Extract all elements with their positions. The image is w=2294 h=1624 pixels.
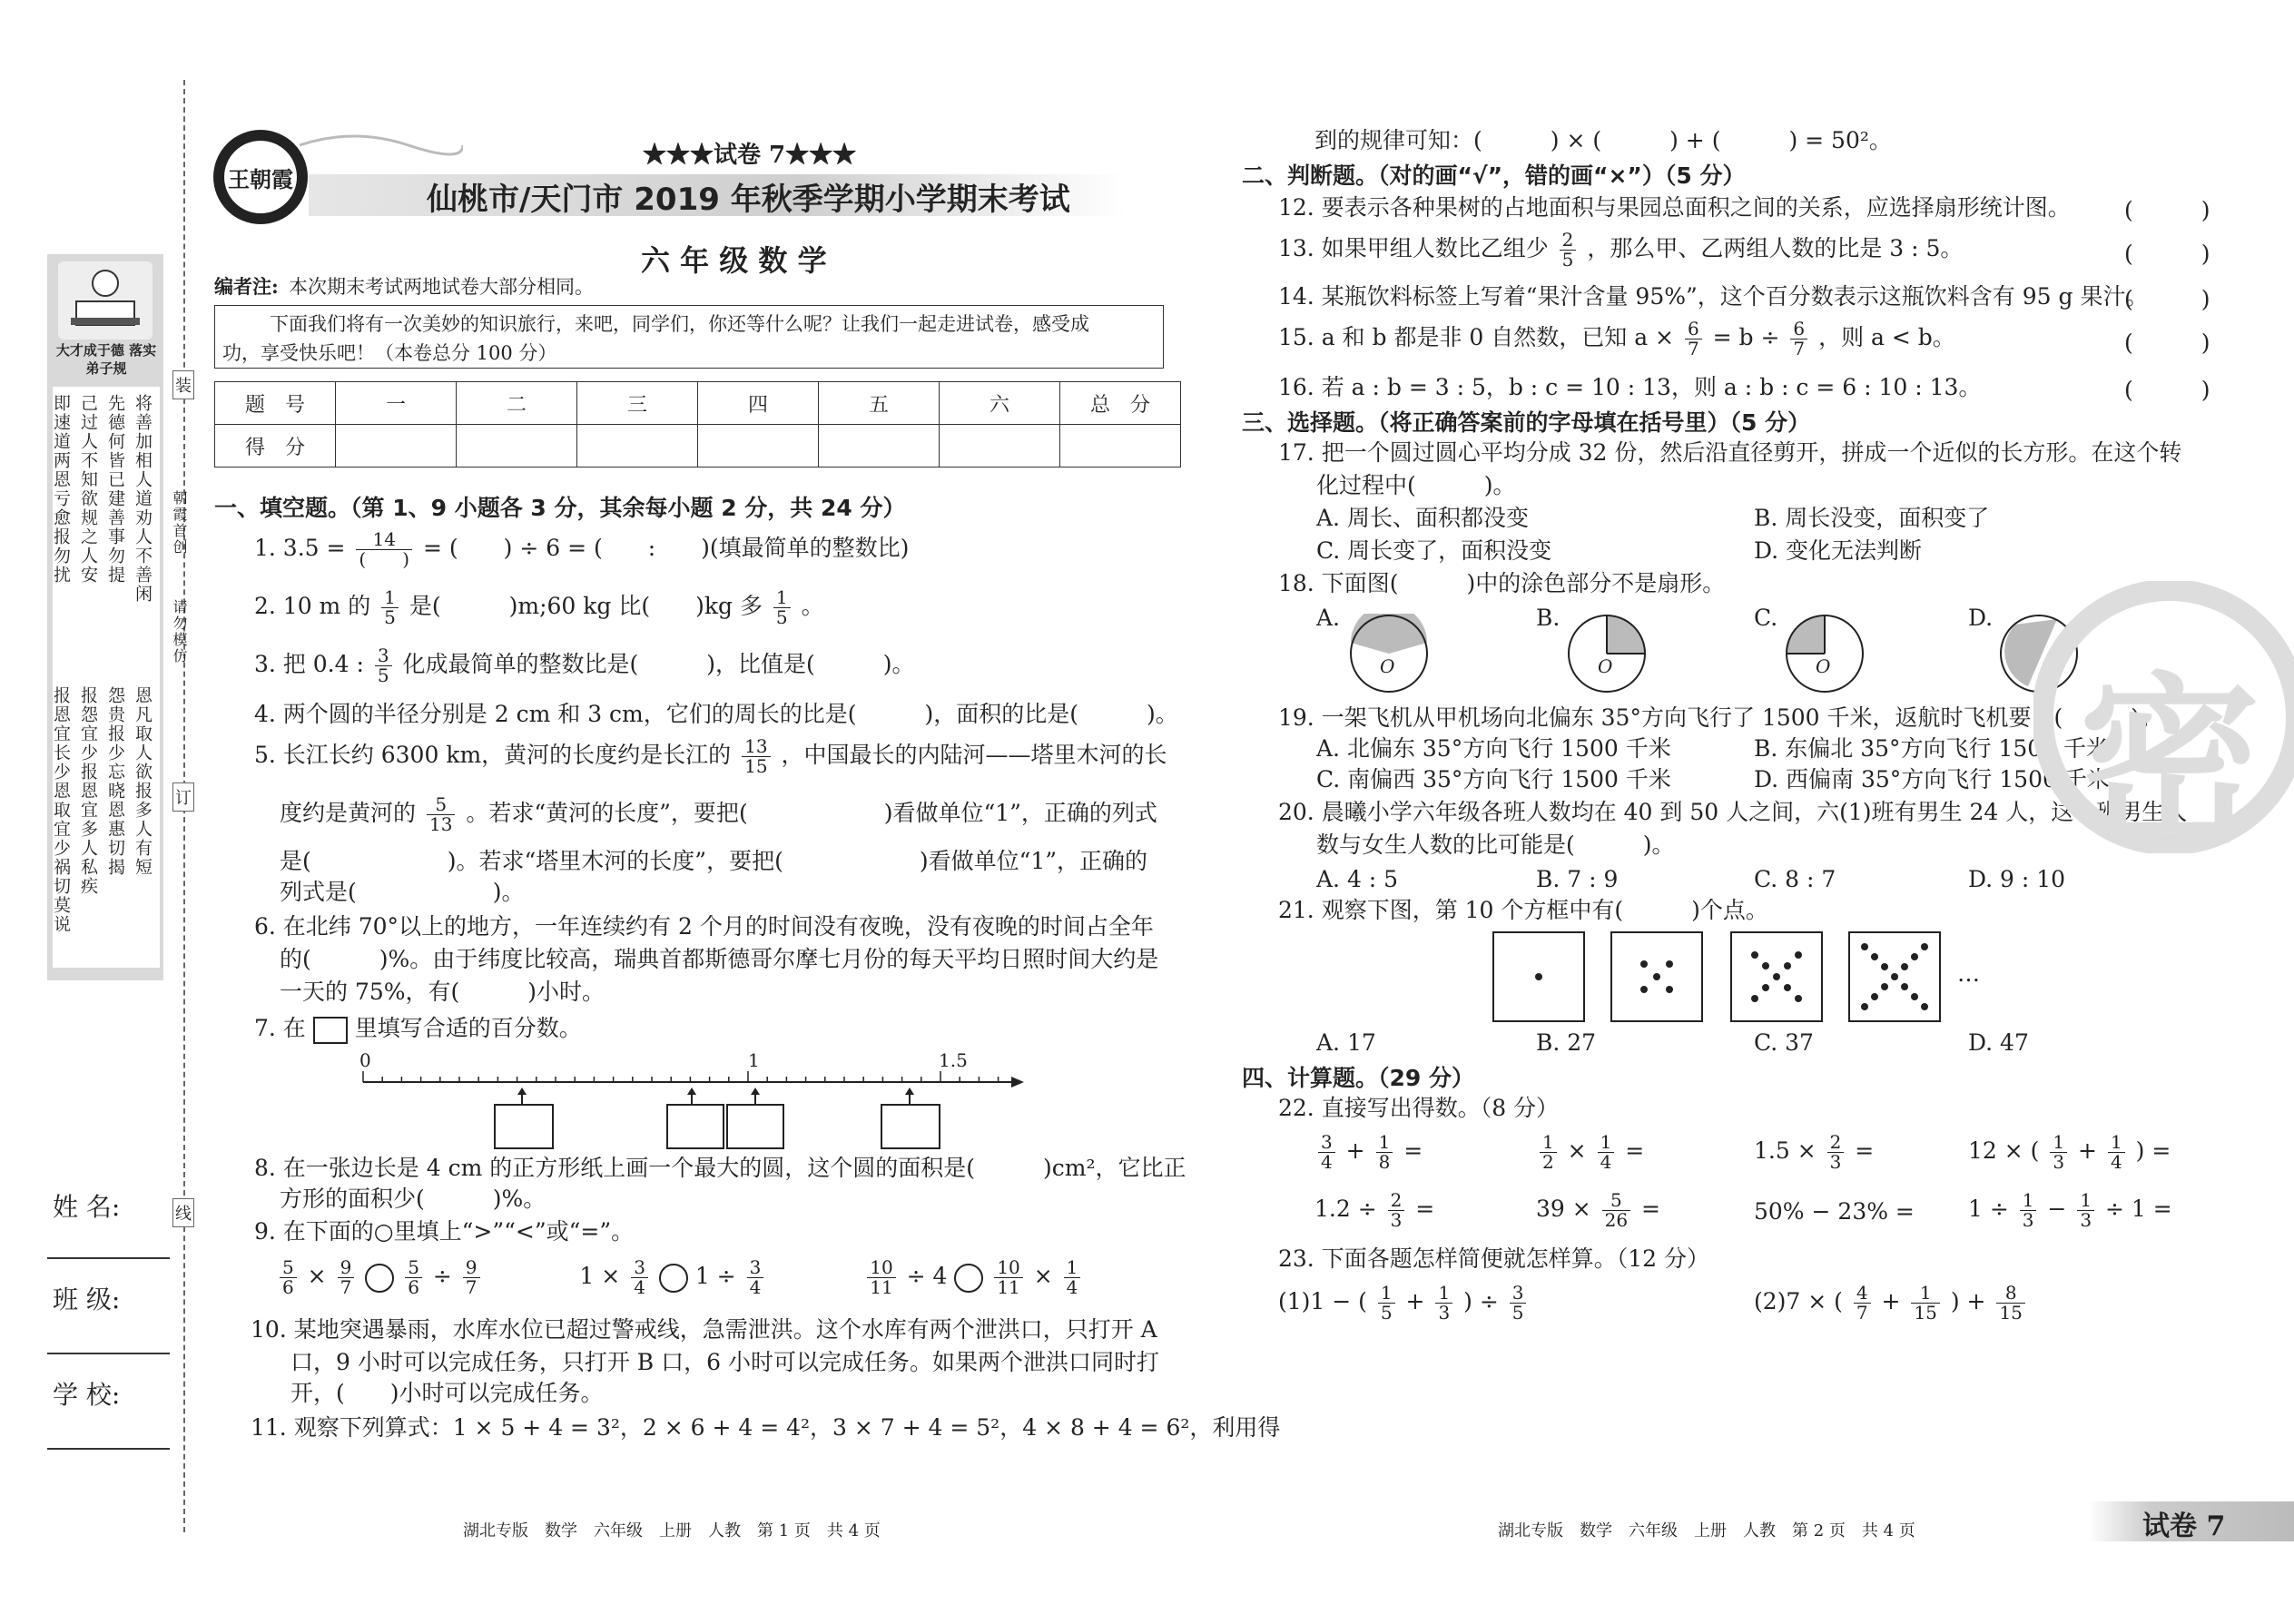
q19-option-a[interactable]: A. 北偏东 35°方向飞行 1500 千米 (1316, 735, 1671, 762)
numerator: 2 (1560, 231, 1577, 251)
footer-left: 湖北专版 数学 六年级 上册 人教 第 1 页 共 4 页 (463, 1521, 881, 1540)
q5-prefix: 5. 长江长约 6300 km，黄河的长度约是长江的 (254, 742, 732, 768)
denominator: 4 (1600, 1151, 1612, 1173)
q18-option-d-label[interactable]: D. (1968, 605, 1994, 631)
fraction-6-7 (1790, 320, 1807, 359)
q2-middle: 是( )m;60 kg 比( )kg 多 (409, 593, 763, 619)
denominator: 6 (282, 1276, 294, 1298)
denominator: 4 (1066, 1276, 1078, 1298)
name-field[interactable] (47, 1257, 170, 1259)
q2-prefix: 2. 10 m 的 (254, 593, 371, 619)
fraction-6-7 (1685, 320, 1702, 359)
sector-figure-c (1779, 614, 1870, 695)
fraction-13-15 (742, 737, 770, 776)
denominator: 15 (1914, 1302, 1937, 1324)
motto-col-6: 怨贵报少忘晓恩惠切揭 (105, 686, 125, 877)
q22-item-3: 1.5 × $\frac{2}{3}$ = (1754, 1131, 1875, 1173)
numerator: 1 (2077, 1191, 2094, 1211)
motto-columns (53, 387, 160, 968)
score-header-cell: 二 (457, 382, 577, 425)
q19-option-c[interactable]: C. 南偏西 35°方向飞行 1500 千米 (1316, 766, 1671, 792)
numerator: 13 (742, 737, 770, 757)
score-input-cell[interactable] (1060, 425, 1181, 468)
subject-title: 六 年 级 数 学 (641, 243, 827, 278)
question-20-line-1: 20. 晨曦小学六年级各班人数均在 40 到 50 人之间，六(1)班有男生 24 人，这个班男生人 (1278, 799, 2188, 825)
numerator: 5 (427, 795, 455, 815)
numerator: 5 (1602, 1191, 1630, 1211)
fraction (1435, 1284, 1452, 1323)
center-o-label: O (1380, 655, 1395, 677)
q17-option-a[interactable]: A. 周长、面积都没变 (1316, 505, 1529, 531)
answer-paren[interactable]: ( ) (2124, 330, 2210, 356)
numerator: 1 (2050, 1133, 2067, 1153)
numerator: 14 (356, 530, 412, 550)
compare-circle-icon[interactable] (954, 1264, 983, 1293)
score-header-cell: 六 (940, 382, 1060, 425)
fraction (2020, 1191, 2037, 1230)
numerator: 1 (1376, 1133, 1393, 1153)
question-3 (254, 646, 915, 685)
q2-end: 。 (801, 593, 824, 619)
number-line-answer-box[interactable] (494, 1104, 554, 1149)
question-6-line-2: 的( )%。由于纬度比较高，瑞典首都斯德哥尔摩七月份的每天平均日照时间大约是 (280, 946, 1159, 972)
number-line-label-1-5: 1.5 (939, 1049, 968, 1071)
denominator: 7 (465, 1276, 478, 1298)
motto-col-4: 即速道两恩亏愈报勿扰 (51, 394, 71, 585)
dots-ellipsis: … (1957, 960, 1980, 987)
motto-col-7: 报怨宜少报恩宜多人私疾 (78, 686, 98, 896)
motto-col-5: 恩凡取人欲报多人有短 (133, 686, 153, 877)
denominator: 5 (1380, 1302, 1393, 1324)
denominator: 15 (1999, 1302, 2023, 1324)
fraction (338, 1258, 355, 1297)
numerator: 2 (1388, 1191, 1405, 1211)
denominator: 4 (749, 1276, 762, 1298)
fraction (1854, 1284, 1871, 1323)
q18-option-c-label[interactable]: C. (1754, 605, 1778, 631)
fraction (1378, 1284, 1395, 1323)
editor-note-label: 编者注: (214, 275, 279, 298)
dot-box-4 (1848, 931, 1941, 1022)
question-19: 19. 一架飞机从甲机场向北偏东 35°方向飞行了 1500 千米，返航时飞机要向( )。 (1278, 704, 2162, 731)
center-o-label: O (2044, 655, 2060, 677)
cut-label-2: 订 (172, 782, 194, 812)
fraction (1540, 1133, 1557, 1172)
score-input-cell[interactable] (336, 425, 457, 468)
answer-paren[interactable]: ( ) (2124, 286, 2210, 312)
motto-col-3: 己过人不知欲规之人安 (78, 394, 98, 585)
denominator: 15 (744, 755, 768, 777)
dot-box-2 (1610, 931, 1703, 1022)
question-15 (1278, 320, 1955, 359)
question-11: 11. 观察下列算式：1 × 5 + 4 = 3²，2 × 6 + 4 = 4²，3 × 7 + 4 = 5²，4 × 8 + 4 = 6²，利用得 (251, 1414, 1281, 1441)
section-4-title: 四、计算题。（29 分） (1242, 1065, 1474, 1091)
numerator: 1 (773, 588, 791, 608)
question-6-line-3: 一天的 75%，有( )小时。 (280, 979, 605, 1005)
numerator: 9 (338, 1258, 355, 1278)
numerator: 1 (1598, 1133, 1615, 1153)
number-line (354, 1044, 1026, 1162)
q22-item-4: 12 × ( $\frac{1}{3}$ + $\frac{1}{4}$ ) = (1968, 1131, 2171, 1173)
motto: 大才成于德 落实弟子规 (55, 342, 157, 377)
number-line-answer-box[interactable] (726, 1104, 784, 1149)
question-9-items: $\frac{5}{6}$ × $\frac{9}{7}$ $\frac{5}{6}$ ÷ $\frac{9}{7}$ 1 × $\frac{3}{4}$ 1 ÷ $\frac{3}{4}$ $\frac{10}{11}$ ÷ 4 $\frac{10}{11}$ × $\frac{1}{4}$ (276, 1258, 1084, 1297)
score-table-score-row (215, 425, 1181, 468)
numerator: 3 (747, 1258, 764, 1278)
class-field[interactable] (47, 1353, 170, 1354)
q23-item-1: (1)1 − ( $\frac{1}{5}$ + $\frac{1}{3}$ ) ÷ $\frac{3}{5}$ (1278, 1284, 1530, 1323)
editor-note: 本次期末考试两地试卷大部分相同。 (289, 276, 594, 298)
fraction (463, 1258, 480, 1297)
fraction (1376, 1133, 1393, 1172)
fraction (405, 1258, 422, 1297)
question-10-line-2: 口，9 小时可以完成任务，只打开 B 口，6 小时可以完成任务。如果两个泄洪口同时打 (290, 1349, 1159, 1375)
numerator: 3 (631, 1258, 648, 1278)
q22-item-1: $\frac{3}{4}$ + $\frac{1}{8}$ = (1314, 1133, 1423, 1172)
ribbon-decoration (300, 127, 463, 163)
q5-line2-prefix: 度约是黄河的 (280, 800, 417, 826)
numerator: 1 (1540, 1133, 1557, 1153)
fraction (1598, 1133, 1615, 1172)
fraction-2-5 (1560, 231, 1577, 270)
answer-paren[interactable]: ( ) (2124, 197, 2210, 223)
denominator: 3 (1438, 1302, 1451, 1324)
numerator: 4 (1854, 1284, 1871, 1304)
fraction-5-13 (427, 795, 455, 834)
question-23: 23. 下面各题怎样简便就怎样算。（12 分） (1278, 1245, 1709, 1272)
denominator: 7 (1793, 338, 1806, 359)
fraction (1318, 1133, 1335, 1172)
sector-figure-a (1344, 614, 1434, 695)
footer-tag: 试卷 7 (2142, 1511, 2226, 1542)
denominator: 3 (2053, 1151, 2065, 1173)
question-7 (254, 1013, 582, 1044)
center-o-label: O (1598, 655, 1613, 677)
fraction-1-5 (773, 588, 791, 627)
sidebar-panel (47, 254, 163, 980)
numerator: 3 (375, 646, 392, 666)
intro-line-2: 功，享受快乐吧！（本卷总分 100 分） (222, 342, 557, 364)
score-header-cell: 一 (336, 382, 457, 425)
q15-prefix: 15. a 和 b 都是非 0 自然数，已知 a × (1278, 324, 1674, 350)
answer-paren[interactable]: ( ) (2124, 377, 2210, 403)
dot-box-1 (1492, 931, 1585, 1022)
denominator: 4 (1321, 1151, 1333, 1173)
denominator: 2 (1542, 1151, 1554, 1173)
question-5-line-3: 是( )。若求“塔里木河的长度”，要把( )看做单位“1”，正确的 (280, 848, 1148, 874)
q21-option-c[interactable]: C. 37 (1754, 1029, 1814, 1056)
fraction (994, 1258, 1022, 1297)
score-table (214, 381, 1181, 468)
number-line-label-0: 0 (359, 1049, 371, 1071)
q1-prefix: 1. 3.5 = (254, 535, 346, 561)
intro-box (214, 305, 1164, 369)
fraction (1827, 1133, 1845, 1172)
number-line-label-1: 1 (748, 1049, 760, 1071)
dot-box-3 (1730, 931, 1823, 1022)
numerator: 1 (2108, 1133, 2125, 1153)
logo-text: 王朝霞 (228, 166, 293, 192)
seal-text-2: 请勿模仿 (171, 599, 188, 664)
numerator: 1 (381, 588, 399, 608)
score-table-header-row (215, 382, 1181, 425)
denominator: 7 (340, 1276, 352, 1298)
question-5-line-4: 列式是( )。 (280, 879, 525, 905)
score-header-cell: 三 (577, 382, 698, 425)
q22-item-8: 1 ÷ $\frac{1}{3}$ − $\frac{1}{3}$ ÷ 1 = (1968, 1189, 2172, 1231)
q20-option-b[interactable]: B. 7 : 9 (1536, 866, 1619, 892)
question-6-line-1: 6. 在北纬 70°以上的地方，一年连续约有 2 个月的时间没有夜晚，没有夜晚的时间占全年 (254, 913, 1154, 940)
school-label: 学 校: (53, 1380, 121, 1410)
q23-2-prefix: (2)7 × (1754, 1288, 1827, 1314)
name-label: 姓 名: (53, 1192, 121, 1222)
numerator: 1 (1911, 1284, 1939, 1304)
watermark-seal (2033, 581, 2294, 869)
fraction (631, 1258, 648, 1297)
question-1 (254, 530, 909, 569)
q17-option-c[interactable]: C. 周长变了，面积没变 (1316, 537, 1552, 564)
denominator: 11 (870, 1276, 893, 1298)
fraction (1911, 1284, 1939, 1323)
numerator: 5 (280, 1258, 297, 1278)
q5-rest: ，中国最长的内陆河——塔里木河的长 (781, 742, 1167, 768)
numerator: 1 (1064, 1258, 1081, 1278)
cut-label-3: 线 (172, 1198, 194, 1227)
q17-option-d[interactable]: D. 变化无法判断 (1754, 537, 1923, 564)
score-input-cell[interactable] (698, 425, 819, 468)
denominator: 5 (775, 606, 788, 628)
number-line-answer-box[interactable] (881, 1104, 940, 1149)
question-12: 12. 要表示各种果树的占地面积与果园总面积之间的关系，应选择扇形统计图。 (1278, 194, 2071, 221)
denominator: 13 (428, 813, 453, 835)
cut-label-1: 装 (172, 370, 194, 399)
denominator: 3 (2022, 1209, 2034, 1231)
q1-fraction (356, 530, 412, 569)
fraction (1602, 1191, 1630, 1230)
q19-option-d[interactable]: D. 西偏南 35°方向飞行 1500 千米 (1754, 766, 2110, 792)
series-label: ★★★试卷 7★★★ (643, 142, 857, 169)
class-label: 班 级: (53, 1284, 121, 1314)
question-22: 22. 直接写出得数。（8 分） (1278, 1095, 1560, 1121)
numerator: 1 (1435, 1284, 1452, 1304)
motto-illustration (58, 261, 153, 340)
intro-line-1: 下面我们将有一次美妙的知识旅行，来吧，同学们，你还等什么呢？让我们一起走进试卷，感受成 (270, 313, 1089, 335)
q22-item-2: $\frac{1}{2}$ × $\frac{1}{4}$ = (1536, 1133, 1644, 1172)
q13-prefix: 13. 如果甲组人数比乙组少 (1278, 235, 1549, 261)
sector-figure-b (1561, 614, 1652, 695)
denominator: 3 (1390, 1209, 1403, 1231)
denominator: 3 (1829, 1151, 1842, 1173)
denominator: 11 (997, 1276, 1020, 1298)
q17-option-b[interactable]: B. 周长没变，面积变了 (1754, 505, 1990, 531)
fraction (2077, 1191, 2094, 1230)
denominator: 7 (1856, 1302, 1868, 1324)
numerator: 2 (1827, 1133, 1845, 1153)
numerator: 6 (1685, 320, 1702, 340)
q23-item-2: (2)7 × ( $\frac{4}{7}$ + $\frac{1}{15}$ ) + $\frac{8}{15}$ (1754, 1284, 2029, 1323)
number-line-answer-box[interactable] (666, 1104, 724, 1149)
q7-prefix: 7. 在 (254, 1015, 306, 1041)
numerator: 6 (1790, 320, 1807, 340)
motto-col-8: 报恩宜长少恩取宜少祸切莫说 (51, 686, 71, 934)
q22-item-6: 39 × $\frac{5}{26}$ = (1536, 1189, 1661, 1231)
q15-end: ，则 a < b。 (1818, 324, 1955, 350)
compare-circle-icon[interactable] (659, 1264, 688, 1293)
compare-circle-icon[interactable] (365, 1264, 394, 1293)
numerator: 1 (1378, 1284, 1395, 1304)
q21-option-a[interactable]: A. 17 (1316, 1029, 1376, 1056)
numerator: 3 (1318, 1133, 1335, 1153)
question-8-line-2: 方形的面积少( )%。 (280, 1186, 546, 1212)
fraction (1064, 1258, 1081, 1297)
score-input-cell[interactable] (577, 425, 698, 468)
score-input-cell[interactable] (819, 425, 940, 468)
school-field[interactable] (47, 1448, 170, 1450)
denominator: ( ) (359, 548, 410, 570)
q13-rest: ，那么甲、乙两组人数的比是 3 : 5。 (1587, 235, 1964, 261)
q22-item-7: 50% − 23% = (1754, 1198, 1915, 1225)
score-input-cell[interactable] (457, 425, 577, 468)
watermark-text: 密 (2079, 655, 2261, 869)
q20-option-a[interactable]: A. 4 : 5 (1316, 866, 1399, 892)
question-10-line-3: 开，( )小时可以完成任务。 (290, 1380, 604, 1406)
question-16: 16. 若 a : b = 3 : 5，b : c = 10 : 13，则 a : b : c = 6 : 10 : 13。 (1278, 374, 1982, 400)
fraction (1388, 1191, 1405, 1230)
q1-rest: = ( ) ÷ 6 = ( : )(填最简单的整数比) (422, 535, 910, 561)
fraction (1510, 1284, 1527, 1323)
q20-option-d[interactable]: D. 9 : 10 (1968, 866, 2066, 892)
fraction (2108, 1133, 2125, 1172)
motto-col-1: 将善加相人道劝人不善闲 (133, 394, 153, 604)
fraction (2050, 1133, 2067, 1172)
score-header-cell: 总 分 (1060, 382, 1181, 425)
q18-option-a-label[interactable]: A. (1316, 605, 1341, 631)
score-header-cell: 五 (819, 382, 940, 425)
answer-box-icon (313, 1017, 348, 1044)
question-8-line-1: 8. 在一张边长是 4 cm 的正方形纸上画一个最大的圆，这个圆的面积是( )cm²，它比正 (254, 1155, 1186, 1181)
question-2 (254, 588, 824, 627)
numerator: 9 (463, 1258, 480, 1278)
q23-1-prefix: (1)1 − ( (1278, 1288, 1367, 1314)
denominator: 4 (2110, 1151, 2122, 1173)
fraction (280, 1258, 297, 1297)
section-3-title: 三、选择题。（将正确答案前的字母填在括号里）（5 分） (1242, 409, 1811, 436)
page-title: 仙桃市/天门市 2019 年秋季学期小学期末考试 (427, 182, 1070, 218)
numerator: 5 (405, 1258, 422, 1278)
fraction (1996, 1284, 2024, 1323)
denominator: 8 (1378, 1151, 1391, 1173)
denominator: 7 (1687, 338, 1699, 359)
question-20-line-2: 数与女生人数的比可能是( )。 (1316, 832, 1675, 858)
numerator: 10 (867, 1258, 895, 1278)
question-11-continued: 到的规律可知：( ) × ( ) + ( ) = 50²。 (1314, 127, 1892, 153)
fraction-3-5 (375, 646, 392, 685)
question-5-line-1 (254, 737, 1167, 776)
q5-line2-rest: 。若求“黄河的长度”，要把( )看做单位“1”，正确的列式 (466, 800, 1157, 826)
question-13 (1278, 231, 1963, 270)
denominator: 6 (408, 1276, 419, 1298)
score-header-cell: 题 号 (215, 382, 336, 425)
center-o-label: O (1816, 655, 1831, 677)
q3-rest: 化成最简单的整数比是( )，比值是( )。 (402, 651, 915, 677)
question-9: 9. 在下面的○里填上“>”“<”或“=”。 (254, 1218, 635, 1245)
q20-option-c[interactable]: C. 8 : 7 (1754, 866, 1836, 892)
denominator: 5 (384, 606, 396, 628)
question-14: 14. 某瓶饮料标签上写着“果汁含量 95%”，这个百分数表示这瓶饮料含有 95 g 果汁。 (1278, 283, 2149, 310)
q19-option-b[interactable]: B. 东偏北 35°方向飞行 1500 千米 (1754, 735, 2110, 762)
question-17-line-2: 化过程中( )。 (1316, 472, 1516, 498)
denominator: 5 (377, 664, 389, 686)
q15-middle: = b ÷ (1712, 324, 1780, 350)
q3-prefix: 3. 把 0.4 : (254, 651, 364, 677)
numerator: 3 (1510, 1284, 1527, 1304)
score-header-cell: 四 (698, 382, 819, 425)
fraction-1-5 (381, 588, 399, 627)
question-21: 21. 观察下图，第 10 个方框中有( )个点。 (1278, 897, 1768, 923)
footer-right: 湖北专版 数学 六年级 上册 人教 第 2 页 共 4 页 (1498, 1521, 1915, 1540)
numerator: 10 (994, 1258, 1022, 1278)
q21-option-d[interactable]: D. 47 (1968, 1029, 2029, 1056)
logo (211, 127, 310, 227)
seal-text-1: 朝霞首创 (171, 490, 188, 556)
denominator: 26 (1604, 1209, 1629, 1231)
score-input-cell[interactable] (940, 425, 1060, 468)
q21-option-b[interactable]: B. 27 (1536, 1029, 1597, 1056)
section-2-title: 二、判断题。（对的画“√”，错的画“×”）（5 分） (1242, 162, 1746, 189)
question-10-line-1: 10. 某地突遇暴雨，水库水位已超过警戒线，急需泄洪。这个水库有两个泄洪口，只打开 A (251, 1316, 1157, 1343)
numerator: 1 (2020, 1191, 2037, 1211)
question-5-line-2 (280, 795, 1157, 834)
section-1-title: 一、填空题。（第 1、9 小题各 3 分，其余每小题 2 分，共 24 分） (214, 495, 906, 521)
answer-paren[interactable]: ( ) (2124, 241, 2210, 267)
q22-item-5: 1.2 ÷ $\frac{2}{3}$ = (1314, 1189, 1435, 1231)
question-18: 18. 下面图( )中的涂色部分不是扇形。 (1278, 570, 1726, 596)
question-4: 4. 两个圆的半径分别是 2 cm 和 3 cm，它们的周长的比是( )，面积的比是( )。 (254, 701, 1178, 727)
q7-rest: 里填写合适的百分数。 (354, 1015, 582, 1041)
denominator: 4 (634, 1276, 645, 1298)
denominator: 5 (1511, 1302, 1524, 1324)
score-label-cell: 得 分 (215, 425, 336, 468)
denominator: 3 (2080, 1209, 2092, 1231)
denominator: 5 (1561, 249, 1574, 271)
motto-col-2: 先德何皆已建善事勿提 (105, 394, 125, 585)
question-17-line-1: 17. 把一个圆过圆心平均分成 32 份，然后沿直径剪开，拼成一个近似的长方形。在这个转 (1278, 439, 2182, 466)
numerator: 8 (1996, 1284, 2024, 1304)
q18-option-b-label[interactable]: B. (1536, 605, 1561, 631)
fraction (747, 1258, 764, 1297)
fraction (867, 1258, 895, 1297)
